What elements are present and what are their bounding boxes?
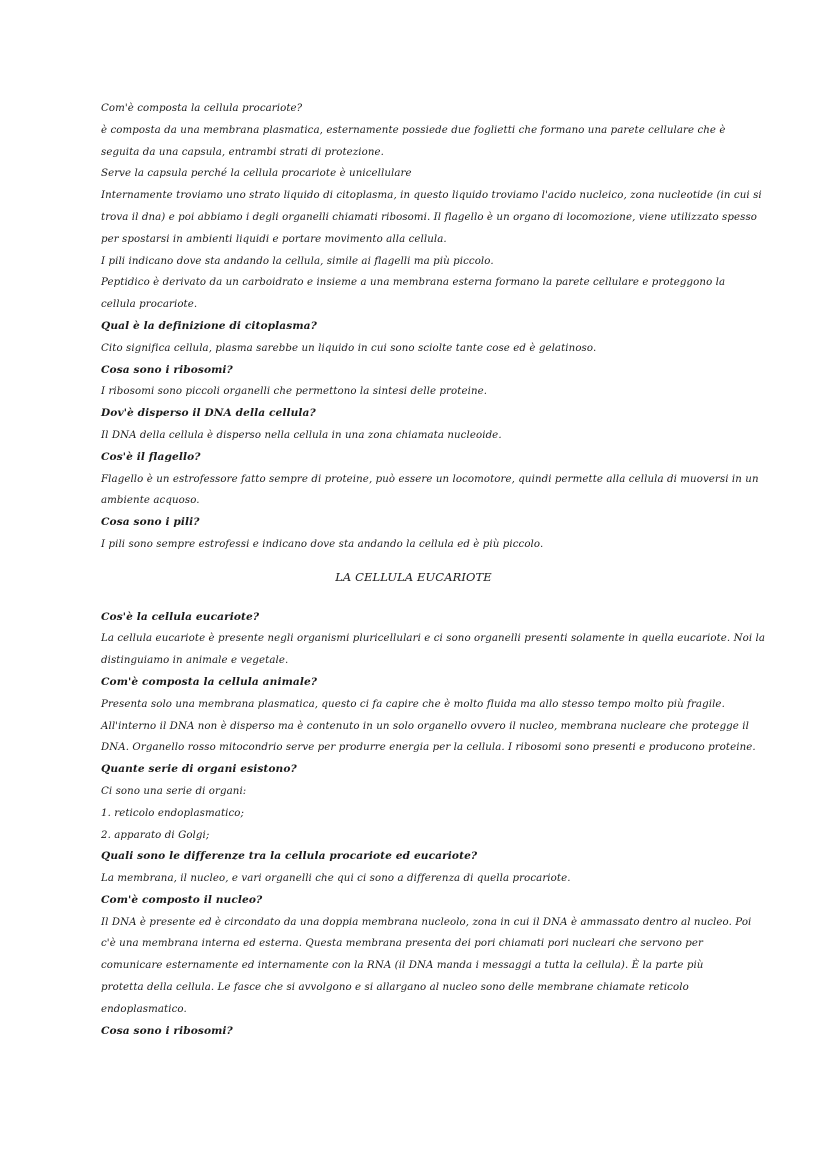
text-line: Peptidico è derivato da un carboidrato e insieme a una membrana esterna formano la parete cellulare e proteggono la <box>101 277 726 289</box>
question-heading: Dov'è disperso il DNA della cellula? <box>101 407 316 420</box>
text-line: La cellula eucariote è presente negli organismi pluricellulari e ci sono organelli presenti solamente in quella eucariote. Noi la <box>101 633 766 645</box>
text-line: Presenta solo una membrana plasmatica, questo ci fa capire che è molto fluida ma allo stesso tempo molto più fragile. <box>101 698 725 710</box>
text-line: cellula procariote. <box>101 299 198 311</box>
text-line: seguita da una capsula, entrambi strati di protezione. <box>101 146 384 158</box>
text-line: I pili sono sempre estrofessi e indicano dove sta andando la cellula ed è più piccolo. <box>101 538 544 550</box>
section-title: LA CELLULA EUCARIOTE <box>335 569 492 584</box>
text-line: I pili indicano dove sta andando la cellula, simile ai flagelli ma più piccolo. <box>101 255 494 267</box>
question-heading: Cosa sono i pili? <box>101 516 200 529</box>
text-line: Ci sono una serie di organi: <box>101 785 247 797</box>
text-line: c'è una membrana interna ed esterna. Questa membrana presenta dei pori chiamati pori nucleari che servono per <box>101 938 704 950</box>
text-line: Com'è composta la cellula procariote? <box>101 103 303 114</box>
question-heading: Quante serie di organi esistono? <box>101 763 297 776</box>
question-heading: Com'è composto il nucleo? <box>101 893 263 906</box>
question-heading: Cosa sono i ribosomi? <box>101 363 233 376</box>
text-line: I ribosomi sono piccoli organelli che permettono la sintesi delle proteine. <box>101 386 488 398</box>
text-line: distinguiamo in animale e vegetale. <box>101 655 289 667</box>
text-line: ambiente acquoso. <box>101 495 200 507</box>
question-heading: Com'è composta la cellula animale? <box>101 675 318 688</box>
text-line: Il DNA è presente ed è circondato da una doppia membrana nucleolo, zona in cui il DNA è ammassato dentro al nucleo. Poi <box>101 916 752 928</box>
text-line: endoplasmatico. <box>101 1003 187 1015</box>
question-heading: Cos'è la cellula eucariote? <box>101 610 260 623</box>
question-heading: Quali sono le differenze tra la cellula procariote ed eucariote? <box>101 850 478 863</box>
text-line: per spostarsi in ambienti liquidi e portare movimento alla cellula. <box>101 233 447 245</box>
section-eucariote <box>101 607 766 1043</box>
text-line: Serve la capsula perché la cellula procariote è unicellulare <box>101 168 412 180</box>
text-line: Cito significa cellula, plasma sarebbe un liquido in cui sono sciolte tante cose ed è gelatinoso. <box>101 342 597 354</box>
text-line: è composta da una membrana plasmatica, esternamente possiede due foglietti che formano una parete cellulare che è <box>101 124 726 136</box>
question-heading: Qual è la definizione di citoplasma? <box>101 319 317 332</box>
text-line: 2. apparato di Golgi; <box>101 829 210 841</box>
text-line: Il DNA della cellula è disperso nella cellula in una zona chiamata nucleoide. <box>101 429 502 441</box>
section-procariote <box>101 98 762 556</box>
text-line: Flagello è un estrofessore fatto sempre di proteine, può essere un locomotore, quindi permette alla cellula di muoversi in un <box>101 473 759 485</box>
text-line: La membrana, il nucleo, e vari organelli che qui ci sono a differenza di quella procariote. <box>101 873 571 885</box>
text-line: Internamente troviamo uno strato liquido di citoplasma, in questo liquido troviamo l'acido nucleico, zona nucleotide (in cui si <box>101 190 762 202</box>
text-line: 1. reticolo endoplasmatico; <box>101 807 245 819</box>
text-line: trova il dna) e poi abbiamo i degli organelli chiamati ribosomi. Il flagello è un organo di locomozione, viene utilizzato spesso <box>101 211 758 223</box>
document-page <box>101 98 766 1042</box>
question-heading: Cos'è il flagello? <box>101 450 201 463</box>
text-line: protetta della cellula. Le fasce che si avvolgono e si allargano al nucleo sono delle membrane chiamate reticolo <box>101 982 689 994</box>
text-line: All'interno il DNA non è disperso ma è contenuto in un solo organello ovvero il nucleo, membrana nucleare che protegge il <box>101 720 749 732</box>
question-heading: Cosa sono i ribosomi? <box>101 1024 233 1037</box>
text-line: DNA. Organello rosso mitocondrio serve per produrre energia per la cellula. I ribosomi sono presenti e producono proteine. <box>101 742 756 754</box>
text-line: comunicare esternamente ed internamente con la RNA (il DNA manda i messaggi a tutta la cellula). È la parte più <box>101 960 704 972</box>
